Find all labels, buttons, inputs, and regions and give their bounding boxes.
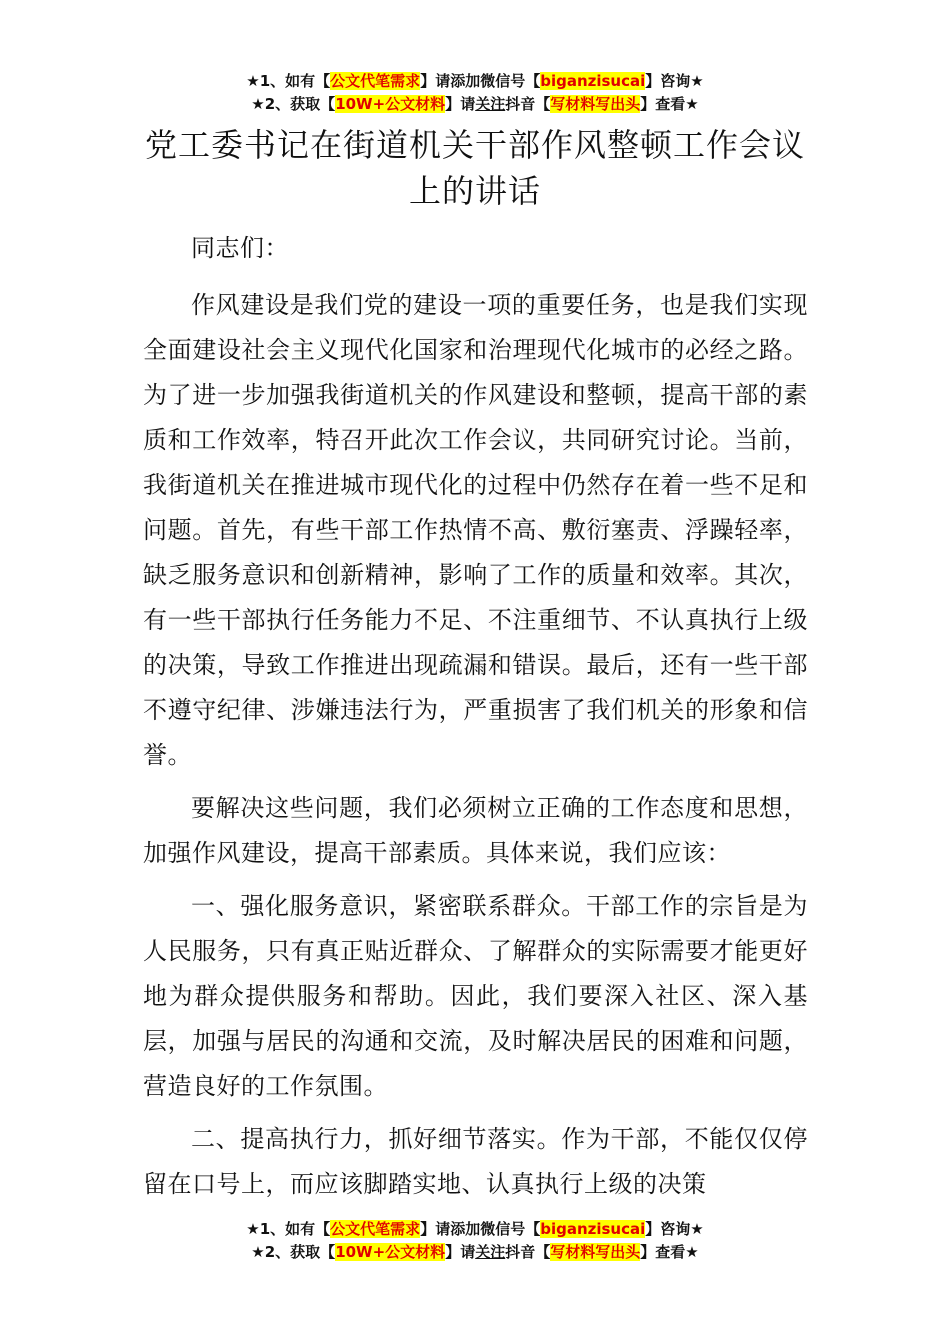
promo-line-1 — [0, 1218, 950, 1241]
promo-line-2 — [0, 1241, 950, 1264]
promo-douyin-id: 写材料写出头 — [550, 1243, 641, 1261]
greeting: 同志们： — [191, 234, 289, 262]
promo-text: ★2、获取【 — [251, 1243, 336, 1261]
promo-text: 抖音【 — [505, 1243, 551, 1261]
promo-text: 】请 — [445, 95, 476, 113]
promo-text: 】咨询★ — [645, 1220, 704, 1238]
top-promo-banner — [0, 70, 950, 116]
paragraph: 要解决这些问题，我们必须树立正确的工作态度和思想，加强作风建设，提高干部素质。具体来说，我们应该： — [143, 794, 808, 867]
paragraph: 一、强化服务意识，紧密联系群众。干部工作的宗旨是为人民服务，只有真正贴近群众、了解群众的实际需要才能更好地为群众提供服务和帮助。因此，我们要深入社区、深入基层，加强与居民的沟通和交流，及时解决居民的困难和问题，营造良好的工作氛围。 — [143, 892, 808, 1100]
promo-text: ★2、获取【 — [251, 95, 336, 113]
promo-wechat-id: biganzisucai — [540, 72, 646, 90]
promo-underline: 关注 — [475, 1243, 506, 1261]
promo-text: ★1、如有【 — [246, 72, 331, 90]
promo-highlight: 公文代笔需求 — [330, 1220, 421, 1238]
promo-line-2 — [0, 93, 950, 116]
promo-wechat-id: biganzisucai — [540, 1220, 646, 1238]
promo-highlight: 10W+公文材料 — [335, 1243, 446, 1261]
promo-underline: 关注 — [475, 95, 506, 113]
promo-highlight: 公文代笔需求 — [330, 72, 421, 90]
promo-text: 】咨询★ — [645, 72, 704, 90]
paragraph: 作风建设是我们党的建设一项的重要任务，也是我们实现全面建设社会主义现代化国家和治理现代化城市的必经之路。为了进一步加强我街道机关的作风建设和整顿，提高干部的素质和工作效率，特召开此次工作会议，共同研究讨论。当前，我街道机关在推进城市现代化的过程中仍然存在着一些不足和问题。首先，有些干部工作热情不高、敷衍塞责、浮躁轻率，缺乏服务意识和创新精神，影响了工作的质量和效率。其次，有一些干部执行任务能力不足、不注重细节、不认真执行上级的决策，导致工作推进出现疏漏和错误。最后，还有一些干部不遵守纪律、涉嫌违法行为，严重损害了我们机关的形象和信誉。 — [143, 291, 808, 769]
bottom-promo-banner — [0, 1218, 950, 1264]
promo-text: 】请添加微信号【 — [420, 72, 541, 90]
promo-douyin-id: 写材料写出头 — [550, 95, 641, 113]
promo-line-1 — [0, 70, 950, 93]
document-body — [143, 226, 808, 1215]
promo-text: 】查看★ — [640, 95, 699, 113]
promo-text: 】请 — [445, 1243, 476, 1261]
document-title: 党工委书记在街道机关干部作风整顿工作会议上的讲话 — [144, 126, 805, 210]
paragraph: 二、提高执行力，抓好细节落实。作为干部，不能仅仅停留在口号上，而应该脚踏实地、认真执行上级的决策 — [143, 1125, 808, 1198]
promo-text: ★1、如有【 — [246, 1220, 331, 1238]
promo-text: 】查看★ — [640, 1243, 699, 1261]
promo-text: 抖音【 — [505, 95, 551, 113]
promo-highlight: 10W+公文材料 — [335, 95, 446, 113]
promo-text: 】请添加微信号【 — [420, 1220, 541, 1238]
